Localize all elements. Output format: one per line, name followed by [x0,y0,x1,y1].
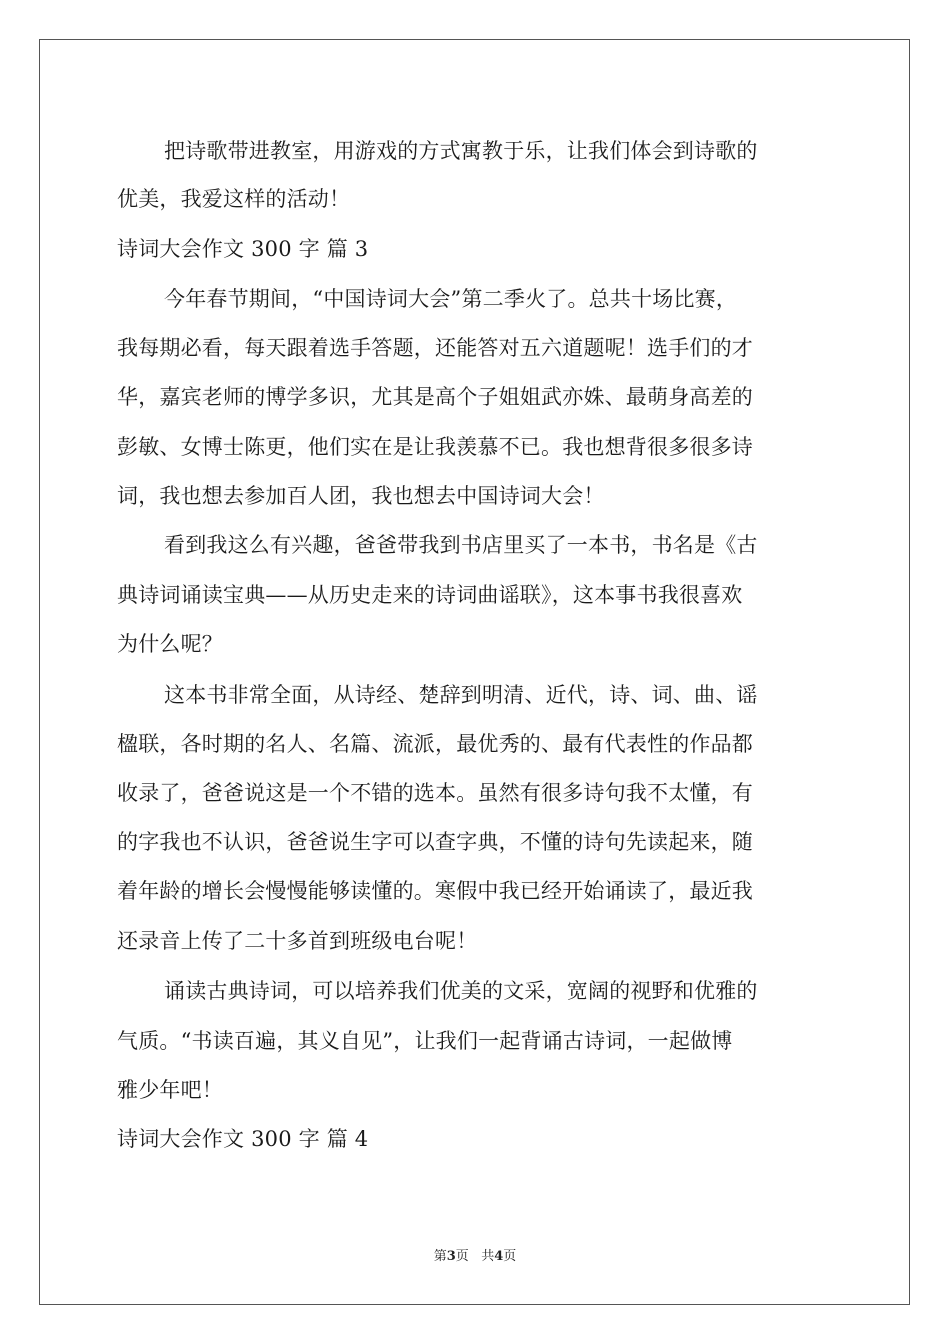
page-border [39,39,910,1305]
paragraph-line: 气质。“书读百遍，其义自见”，让我们一起背诵古诗词，一起做博 [117,1029,733,1053]
paragraph-line: 着年龄的增长会慢慢能够读懂的。寒假中我已经开始诵读了，最近我 [117,879,753,903]
section-heading: 诗词大会作文 300 字 篇 3 [117,237,369,261]
section-heading: 诗词大会作文 300 字 篇 4 [117,1127,369,1151]
footer-prefix: 第 [433,1249,447,1264]
paragraph-line: 彭敏、女博士陈更，他们实在是让我羡慕不已。我也想背很多很多诗 [117,435,753,459]
paragraph-line: 把诗歌带进教室，用游戏的方式寓教于乐，让我们体会到诗歌的 [164,139,758,163]
paragraph-line: 今年春节期间，“中国诗词大会”第二季火了。总共十场比赛， [164,287,738,311]
paragraph-line: 雅少年吧！ [117,1078,223,1102]
paragraph-line: 典诗词诵读宝典——从历史走来的诗词曲谣联》，这本事书我很喜欢 [117,583,743,607]
footer-page-number: 3 [446,1249,456,1264]
paragraph-line: 这本书非常全面，从诗经、楚辞到明清、近代，诗、词、曲、谣 [164,683,758,707]
paragraph-line: 优美，我爱这样的活动！ [117,187,351,211]
paragraph-line: 看到我这么有兴趣，爸爸带我到书店里买了一本书，书名是《古 [164,533,758,557]
footer-mid: 页 共 [455,1249,495,1264]
paragraph-line: 收录了，爸爸说这是一个不错的选本。虽然有很多诗句我不太懂，有 [117,781,753,805]
footer-suffix: 页 [503,1249,517,1264]
paragraph-line: 的字我也不认识，爸爸说生字可以查字典，不懂的诗句先读起来，随 [117,830,753,854]
paragraph-line: 我每期必看，每天跟着选手答题，还能答对五六道题呢！选手们的才 [117,336,753,360]
paragraph-line: 楹联，各时期的名人、名篇、流派，最优秀的、最有代表性的作品都 [117,732,753,756]
paragraph-line: 为什么呢？ [117,632,223,656]
paragraph-line: 华，嘉宾老师的博学多识，尤其是高个子姐姐武亦姝、最萌身高差的 [117,385,753,409]
page-footer [0,1248,950,1266]
paragraph-line: 诵读古典诗词，可以培养我们优美的文采，宽阔的视野和优雅的 [164,979,758,1003]
paragraph-line: 还录音上传了二十多首到班级电台呢！ [117,929,478,953]
paragraph-line: 词，我也想去参加百人团，我也想去中国诗词大会！ [117,484,605,508]
footer-total-pages: 4 [494,1249,504,1264]
